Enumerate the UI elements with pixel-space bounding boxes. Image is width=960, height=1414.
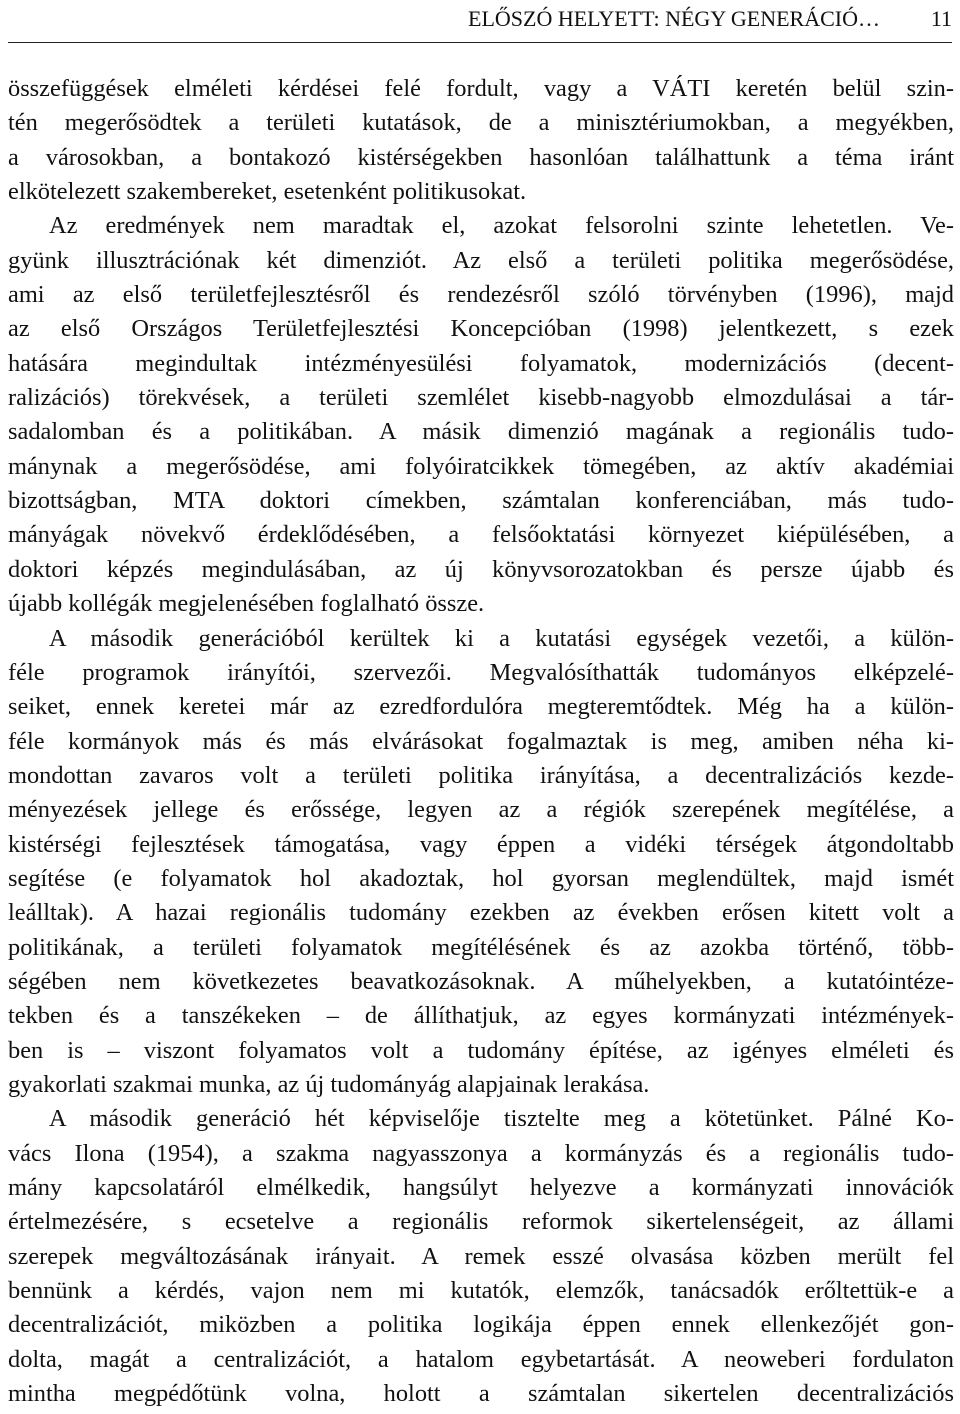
text-line: tekben és a tanszékeken – de állíthatjuk, az egyes kormányzati intézmények- <box>8 1002 954 1030</box>
text-line: politikának, a területi folyamatok megítélésének és az azokba történő, több- <box>8 933 954 961</box>
page-number: 11 <box>930 6 952 31</box>
text-line: ralizációs) törekvések, a területi szemlélet kisebb-nagyobb elmozdulásai a tár- <box>8 384 954 412</box>
text-line: mánynak a megerősödése, ami folyóiratcikkek tömegében, az aktív akadémiai <box>8 452 954 480</box>
running-title: ELŐSZÓ HELYETT: NÉGY GENERÁCIÓ… <box>468 6 880 31</box>
text-line: A második generáció hét képviselője tisztelte meg a kötetünket. Pálné Ko- <box>49 1105 954 1133</box>
text-line: mányágak növekvő érdeklődésében, a felsőoktatási környezet kiépülésében, a <box>8 521 954 549</box>
body-text <box>8 72 954 1411</box>
text-line: féle programok irányítói, szervezői. Megvalósíthatták tudományos elképzelé- <box>8 658 954 686</box>
running-header <box>8 0 952 43</box>
text-line: gyünk illusztrációnak két dimenziót. Az első a területi politika megerősödése, <box>8 246 954 274</box>
text-line: tén megerősödtek a területi kutatások, de a minisztériumokban, a megyékben, <box>8 109 954 137</box>
text-line: sadalomban és a politikában. A másik dimenzió magának a regionális tudo- <box>8 418 954 446</box>
text-line: Az eredmények nem maradtak el, azokat felsorolni szinte lehetetlen. Ve- <box>49 212 954 240</box>
text-line: bennünk a kérdés, vajon nem mi kutatók, elemzők, tanácsadók erőltettük-e a <box>8 1277 954 1305</box>
text-line: seiket, ennek keretei már az ezredfordulóra megteremtődtek. Még ha a külön- <box>8 693 954 721</box>
text-line: az első Országos Területfejlesztési Koncepcióban (1998) jelentkezett, s ezek <box>8 315 954 343</box>
text-line: mány kapcsolatáról elmélkedik, hangsúlyt helyezve a kormányzati innovációk <box>8 1174 954 1201</box>
text-line: doktori képzés megindulásában, az új könyvsorozatokban és persze újabb és <box>8 555 954 583</box>
text-line: gyakorlati szakmai munka, az új tudományág alapjainak lerakása. <box>8 1070 650 1098</box>
text-line: féle kormányok más és más elvárásokat fogalmaztak is meg, amiben néha ki- <box>8 727 954 755</box>
text-line: a városokban, a bontakozó kistérségekben hasonlóan találhattunk a téma iránt <box>8 143 954 171</box>
text-line: elkötelezett szakembereket, esetenként politikusokat. <box>8 178 527 206</box>
text-line: kistérségi fejlesztések támogatása, vagy éppen a vidéki térségek átgondoltabb <box>8 830 954 858</box>
text-line: értelmezésére, s ecsetelve a regionális reformok sikertelenségeit, az állami <box>8 1208 954 1236</box>
text-line: A második generációból kerültek ki a kutatási egységek vezetői, a külön- <box>49 624 954 652</box>
text-line: leálltak). A hazai regionális tudomány ezekben az években erősen kitett volt a <box>8 899 954 927</box>
text-line: mintha megpédőtünk volna, holott a számtalan sikertelen decentralizációs <box>8 1380 954 1408</box>
text-line: hatására megindultak intézményesülési folyamatok, modernizációs (decent- <box>8 349 954 377</box>
text-line: vács Ilona (1954), a szakma nagyasszonya a kormányzás és a regionális tudo- <box>8 1139 954 1167</box>
text-line: szerepek megváltozásának irányait. A remek esszé olvasása közben merült fel <box>8 1242 954 1270</box>
text-line: bizottságban, MTA doktori címekben, számtalan konferenciában, más tudo- <box>8 487 954 515</box>
text-line: újabb kollégák megjelenésében foglalható össze. <box>8 590 485 618</box>
text-line: ami az első területfejlesztésről és rendezésről szóló törvényben (1996), majd <box>8 281 954 309</box>
text-line: dolta, magát a centralizációt, a hatalom egybetartását. A neoweberi fordulaton <box>8 1345 954 1373</box>
text-line: decentralizációt, miközben a politika logikája éppen ennek ellenkezőjét gon- <box>8 1311 954 1339</box>
text-line: ményezések jellege és erőssége, legyen az a régiók szerepének megítélése, a <box>8 796 954 824</box>
text-line: ségében nem következetes beavatkozásoknak. A műhelyekben, a kutatóintéze- <box>8 967 954 995</box>
text-line: összefüggések elméleti kérdései felé fordult, vagy a VÁTI keretén belül szin- <box>8 75 954 102</box>
text-line: segítése (e folyamatok hol akadoztak, hol gyorsan meglendültek, majd ismét <box>8 864 954 892</box>
text-line: ben is – viszont folyamatos volt a tudomány építése, az igényes elméleti és <box>8 1036 954 1064</box>
text-line: mondottan zavaros volt a területi politika irányítása, a decentralizációs kezde- <box>8 761 954 789</box>
